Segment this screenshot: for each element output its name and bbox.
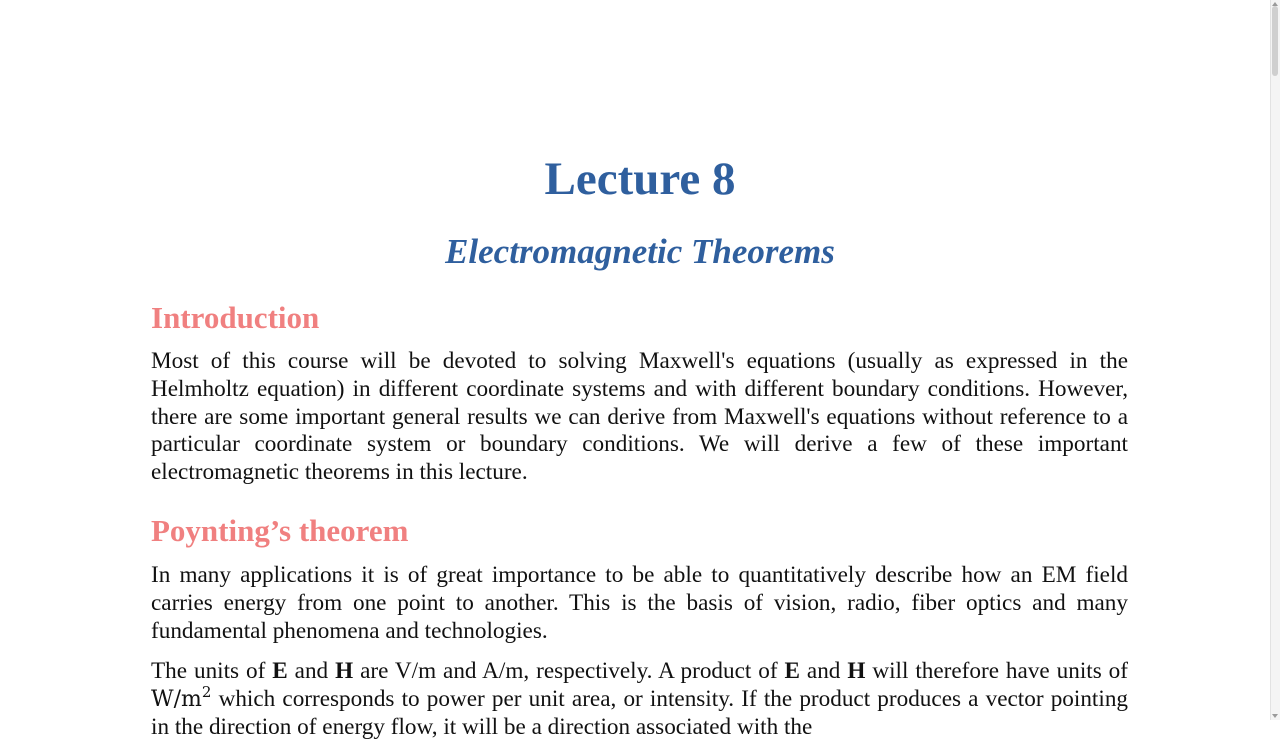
para2-text-3: are V/m and A/m, respectively. A product of — [353, 658, 785, 684]
symbol-H: H — [847, 658, 866, 684]
unit-exponent: 2 — [201, 682, 212, 701]
scroll-down-arrow-icon[interactable] — [1272, 714, 1278, 718]
para2-text-5: will therefore have units of — [865, 658, 1128, 684]
para2-text-1: The units of — [151, 658, 273, 684]
poynting-paragraph-2 — [151, 658, 1128, 741]
para2-text-4: and — [799, 658, 848, 684]
scrollbar-thumb[interactable] — [1272, 6, 1278, 76]
poynting-paragraph-1: In many applications it is of great importance to be able to quantitatively describe how an EM field carries energy from one point to another. This is the basis of vision, radio, fiber optics and many fundamental phenomena and technologies. — [151, 562, 1128, 644]
symbol-H: H — [335, 658, 354, 684]
section-heading-introduction: Introduction — [151, 300, 320, 335]
para2-text-6: which corresponds to power per unit area, or intensity. If the product produces a vector pointing in the direction of energy flow, it will be a direction associated with the — [151, 685, 1128, 740]
para2-text-2: and — [287, 658, 336, 684]
symbol-E: E — [784, 658, 800, 684]
page-title: Lecture 8 — [544, 153, 736, 205]
unit-base: W/m — [151, 686, 202, 712]
unit-watts-per-square-meter — [151, 682, 212, 712]
symbol-E: E — [272, 658, 288, 684]
introduction-paragraph: Most of this course will be devoted to solving Maxwell's equations (usually as expressed in the Helmholtz equation) in different coordinate systems and with different boundary conditions. However, there are some important general results we can derive from Maxwell's equations without reference to a particular coordinate system or boundary conditions. We will derive a few of these important electromagnetic theorems in this lecture. — [151, 348, 1128, 486]
vertical-scrollbar[interactable] — [1270, 0, 1280, 720]
page-subtitle: Electromagnetic Theorems — [445, 232, 835, 271]
section-heading-poynting: Poynting’s theorem — [151, 513, 409, 548]
